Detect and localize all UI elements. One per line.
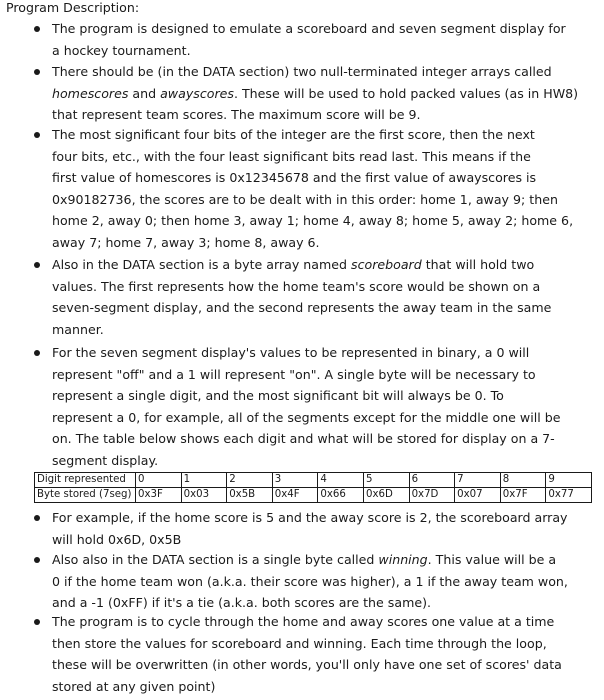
- text-run: . These will be used to hold packed values (as in HW8): [233, 85, 579, 101]
- text-run: will hold 0x6D, 0x5B: [52, 531, 182, 547]
- table-cell: 3: [272, 473, 318, 488]
- text-run: a hockey tournament.: [52, 42, 191, 58]
- bullet-icon: [34, 557, 40, 563]
- text-line: [52, 530, 181, 549]
- seven-segment-table: [34, 472, 592, 503]
- text-run: For example, if the home score is 5 and the away score is 2, the scoreboard array: [52, 510, 568, 525]
- text-line: [52, 508, 568, 527]
- table-cell: 0x03: [181, 488, 227, 503]
- text-run: The most significant four bits of the integer are the first score, then the next: [52, 127, 535, 142]
- text-run: represent a 0, for example, all of the segments except for the middle one will be: [52, 409, 561, 425]
- text-run: 0 if the home team won (a.k.a. their score was higher), a 1 if the away team won,: [52, 573, 568, 589]
- text-run: The program is designed to emulate a scoreboard and seven segment display for: [52, 21, 566, 36]
- text-run: these will be overwritten (in other words, you'll only have one set of scores' data: [52, 657, 562, 672]
- text-run: four bits, etc., with the four least significant bits read last. This means if the: [52, 148, 531, 164]
- table-cell: 0x66: [318, 488, 364, 503]
- text-run: Also also in the DATA section is a single byte called: [52, 552, 379, 567]
- text-run: 0x90182736, the scores are to be dealt with in this order: home 1, away 9; then: [52, 191, 558, 207]
- text-run: that will hold two: [421, 257, 535, 272]
- text-line: [52, 572, 568, 591]
- text-run: seven-segment display, and the second represents the away team in the same: [52, 300, 552, 315]
- table-cell: 5: [363, 473, 409, 488]
- text-line: [52, 677, 215, 696]
- text-line: [52, 320, 104, 339]
- text-line: [52, 105, 420, 124]
- text-line: [52, 41, 191, 60]
- table-cell: 8: [500, 473, 546, 488]
- table-row-label: Byte stored (7seg): [35, 488, 136, 503]
- text-run: away 7; home 7, away 3; home 8, away 6.: [52, 234, 320, 250]
- text-run: first value of homescores is 0x12345678 and the first value of awayscores is: [52, 170, 537, 185]
- text-run: that represent team scores. The maximum score will be 9.: [52, 107, 421, 122]
- text-line: [52, 550, 556, 569]
- italic-term: awayscores: [160, 85, 234, 101]
- text-run: manner.: [52, 321, 104, 337]
- text-line: [52, 343, 529, 362]
- text-line: [52, 168, 536, 187]
- bullet-icon: [34, 69, 40, 75]
- table-cell: 6: [409, 473, 455, 488]
- bullet-icon: [34, 262, 40, 268]
- text-run: The program is to cycle through the home and away scores one value at a time: [52, 614, 555, 629]
- table-row-digits: [35, 473, 592, 488]
- text-line: [52, 255, 534, 274]
- text-line: [52, 655, 562, 674]
- table-cell: 0x77: [546, 488, 592, 503]
- table-row-label: Digit represented: [35, 473, 136, 488]
- text-run: represent a single digit, and the most significant bit will always be 0. To: [52, 388, 504, 403]
- table-cell: 0x4F: [272, 488, 318, 503]
- text-run: stored at any given point): [52, 678, 216, 694]
- italic-term: homescores: [52, 85, 129, 101]
- text-line: [52, 211, 573, 230]
- text-line: [52, 125, 535, 144]
- table-cell: 0x5B: [227, 488, 273, 503]
- italic-term: winning: [378, 552, 428, 567]
- text-line: [52, 190, 558, 209]
- bullet-icon: [34, 619, 40, 625]
- text-line: [52, 233, 320, 252]
- text-line: [52, 408, 560, 427]
- table-cell: 0: [136, 473, 182, 488]
- text-line: [52, 612, 554, 631]
- table-cell: 7: [455, 473, 501, 488]
- text-run: values. The first represents how the home team's score would be shown on a: [52, 278, 541, 294]
- text-run: represent "off" and a 1 will represent "on". A single byte will be necessary to: [52, 366, 536, 382]
- bullet-icon: [34, 26, 40, 32]
- text-line: [52, 386, 504, 405]
- table-cell: 0x7D: [409, 488, 455, 503]
- text-run: and: [128, 85, 161, 101]
- table-cell: 4: [318, 473, 364, 488]
- text-run: and a -1 (0xFF) if it's a tie (a.k.a. both scores are the same).: [52, 595, 431, 610]
- text-run: Also in the DATA section is a byte array named: [52, 257, 352, 272]
- table-cell: 2: [227, 473, 273, 488]
- text-line: [52, 451, 158, 470]
- text-line: [52, 147, 531, 166]
- text-run: There should be (in the DATA section) two null-terminated integer arrays called: [52, 64, 552, 79]
- table-cell: 0x3F: [136, 488, 182, 503]
- text-line: [52, 593, 431, 612]
- bullet-icon: [34, 132, 40, 138]
- text-line: [52, 365, 536, 384]
- text-line: [52, 84, 578, 103]
- section-title: Program Description:: [6, 0, 140, 15]
- table-cell: 1: [181, 473, 227, 488]
- text-line: [52, 429, 555, 448]
- text-line: [52, 298, 551, 317]
- text-line: [52, 62, 552, 81]
- text-run: . This value will be a: [427, 552, 557, 567]
- table-row-bytes: [35, 488, 592, 503]
- italic-term: scoreboard: [351, 257, 422, 272]
- text-line: [52, 277, 540, 296]
- text-run: on. The table below shows each digit and what will be stored for display on a 7-: [52, 431, 555, 446]
- text-line: [52, 634, 547, 653]
- text-run: then store the values for scoreboard and winning. Each time through the loop,: [52, 635, 547, 651]
- bullet-icon: [34, 515, 40, 521]
- text-run: segment display.: [52, 452, 159, 468]
- text-run: For the seven segment display's values to be represented in binary, a 0 will: [52, 345, 530, 360]
- bullet-icon: [34, 350, 40, 356]
- table-cell: 9: [546, 473, 592, 488]
- table-cell: 0x6D: [363, 488, 409, 503]
- text-line: [52, 19, 566, 38]
- table-cell: 0x07: [455, 488, 501, 503]
- table-cell: 0x7F: [500, 488, 546, 503]
- text-run: home 2, away 0; then home 3, away 1; home 4, away 8; home 5, away 2; home 6,: [52, 213, 574, 228]
